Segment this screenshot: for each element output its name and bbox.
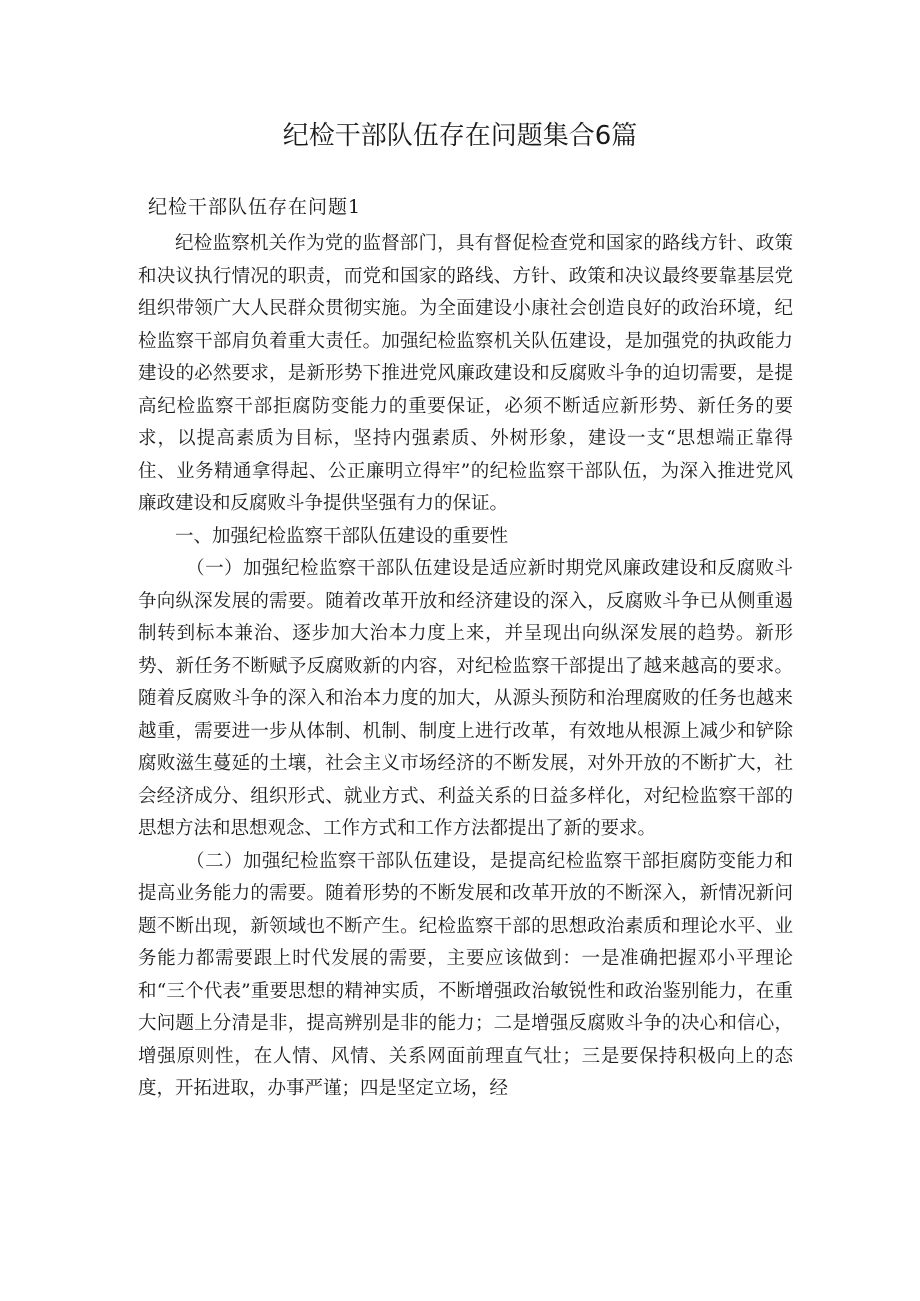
paragraph-point-two: （二）加强纪检监察干部队伍建设，是提高纪检监察干部拒腐防变能力和提高业务能力的需要。随着形势的不断发展和改革开放的不断深入，新情况新问题不断出现，新领域也不断产生。纪检监察干部的思想政治素质和理论水平、业务能力都需要跟上时代发展的需要，主要应该做到：一是准确把握邓小平理论和“三个代表”重要思想的精神实质，不断增强政治敏锐性和政治鉴别能力，在重大问题上分清是非，提高辨别是非的能力；二是增强反腐败斗争的决心和信心，增强原则性，在人情、风情、关系网面前理直气壮；三是要保持积极向上的态度，开拓进取，办事严谨；四是坚定立场，经 xyxy=(138,850,793,1099)
paragraph-point-one: （一）加强纪检监察干部队伍建设是适应新时期党风廉政建设和反腐败斗争向纵深发展的需要。随着改革开放和经济建设的深入，反腐败斗争已从侧重遏制转到标本兼治、逐步加大治本力度上来，并呈现出向纵深发展的趋势。新形势、新任务不断赋予反腐败新的内容，对纪检监察干部提出了越来越高的要求。随着反腐败斗争的深入和治本力度的加大，从源头预防和治理腐败的任务也越来越重，需要进一步从体制、机制、制度上进行改革，有效地从根源上减少和铲除腐败滋生蔓延的土壤，社会主义市场经济的不断发展，对外开放的不断扩大，社会经济成分、组织形式、就业方式、利益关系的日益多样化，对纪检监察干部的思想方法和思想观念、工作方式和工作方法都提出了新的要求。 xyxy=(138,558,793,839)
document-body xyxy=(138,228,793,1106)
section-heading: 一、加强纪检监察干部队伍建设的重要性 xyxy=(175,525,509,547)
section-subtitle: 纪检干部队伍存在问题1 xyxy=(148,196,362,218)
document-title: 纪检干部队伍存在问题集合6篇 xyxy=(282,121,638,151)
paragraph-intro: 纪检监察机关作为党的监督部门，具有督促检查党和国家的路线方针、政策和决议执行情况的职责，而党和国家的路线、方针、政策和决议最终要靠基层党组织带领广大人民群众贯彻实施。为全面建设小康社会创造良好的政治环境，纪检监察干部肩负着重大责任。加强纪检监察机关队伍建设，是加强党的执政能力建设的必然要求，是新形势下推进党风廉政建设和反腐败斗争的迫切需要，是提高纪检监察干部拒腐防变能力的重要保证，必须不断适应新形势、新任务的要求，以提高素质为目标，坚持内强素质、外树形象，建设一支“思想端正靠得住、业务精通拿得起、公正廉明立得牢”的纪检监察干部队伍，为深入推进党风廉政建设和反腐败斗争提供坚强有力的保证。 xyxy=(138,233,793,514)
